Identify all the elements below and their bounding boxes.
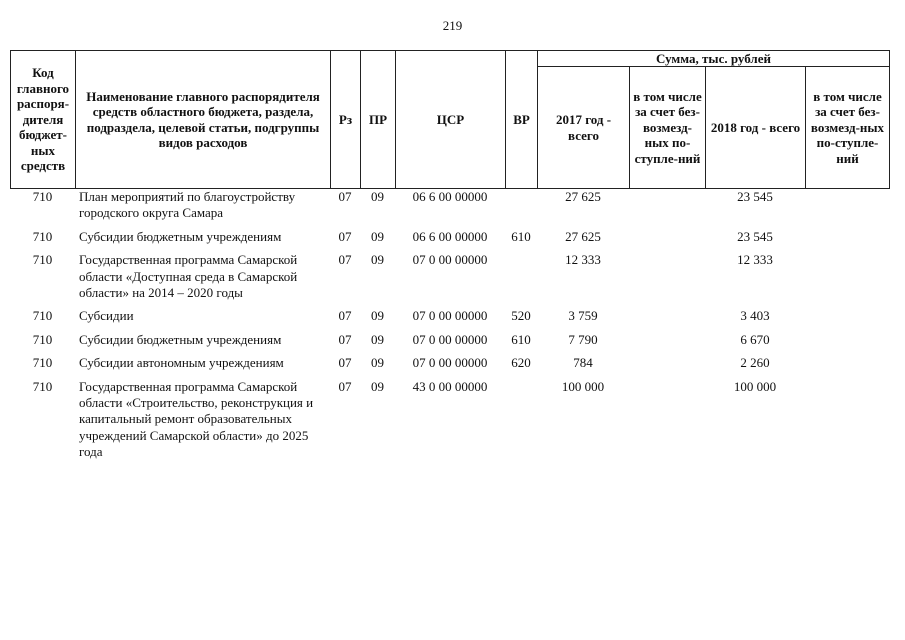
cell-2017-incl	[629, 189, 705, 222]
cell-vr	[505, 252, 537, 301]
cell-rz: 07	[338, 331, 352, 347]
cell-2017-total: 3 759	[568, 308, 598, 324]
header-csr: ЦСР	[396, 51, 506, 189]
cell-2017-incl	[629, 229, 705, 245]
cell-2018-total: 3 403	[740, 308, 770, 324]
table-header	[10, 50, 890, 189]
page-number: 219	[442, 18, 463, 33]
cell-2018-incl	[805, 252, 889, 301]
cell-2017-total: 12 333	[565, 252, 601, 268]
cell-code: 710	[32, 355, 53, 371]
header-code: Код главного распоря-дителя бюджет-ных средств	[11, 51, 76, 189]
cell-vr: 520	[511, 308, 531, 324]
cell-vr: 610	[511, 228, 531, 244]
cell-csr: 06 6 00 00000	[412, 189, 488, 204]
cell-2017-incl	[629, 379, 705, 461]
cell-pr: 09	[371, 252, 384, 268]
cell-2018-total: 23 545	[737, 189, 773, 204]
cell-2018-incl	[805, 189, 889, 222]
cell-2017-total: 27 625	[565, 228, 601, 244]
cell-2017-incl	[629, 355, 705, 371]
cell-2017-total: 100 000	[561, 378, 605, 394]
cell-2018-incl	[805, 229, 889, 245]
cell-pr: 09	[371, 228, 384, 244]
table-row	[10, 355, 889, 371]
cell-2017-total: 7 790	[568, 331, 598, 347]
cell-2018-incl	[805, 379, 889, 461]
header-name: Наименование главного распорядителя средств областного бюджета, раздела, подраздела, целевой статьи, подгруппы видов расходов	[76, 51, 331, 189]
cell-code: 710	[32, 308, 53, 324]
header-sum-group: Сумма, тыс. рублей	[538, 51, 890, 67]
cell-name: Субсидии бюджетным учреждениям	[79, 331, 282, 347]
cell-rz: 07	[338, 378, 352, 394]
cell-pr: 09	[371, 189, 384, 204]
cell-name: Государственная программа Самарской области «Строительство, реконструкция и капитальный ремонт образовательных учреждений Самарской области» до 2025 года	[79, 378, 314, 460]
cell-vr	[505, 189, 537, 222]
cell-csr: 07 0 00 00000	[412, 308, 488, 324]
cell-2018-total: 100 000	[733, 378, 777, 394]
header-2018-incl: в том числе за счет без-возмезд-ных по-ступле-ний	[806, 67, 890, 189]
table-row	[10, 189, 889, 222]
cell-2018-total: 6 670	[740, 331, 770, 347]
cell-rz: 07	[338, 355, 352, 371]
table-row	[10, 308, 889, 324]
cell-rz: 07	[338, 189, 352, 204]
cell-2018-total: 12 333	[737, 252, 773, 268]
cell-name: Субсидии автономным учреждениям	[79, 355, 284, 371]
header-pr: ПР	[361, 51, 396, 189]
table-row	[10, 252, 889, 301]
cell-rz: 07	[338, 252, 352, 268]
cell-2018-total: 23 545	[737, 228, 773, 244]
cell-2018-total: 2 260	[740, 355, 770, 371]
cell-rz: 07	[338, 228, 352, 244]
cell-csr: 06 6 00 00000	[412, 228, 488, 244]
header-2017-incl: в том числе за счет без-возмезд-ных по-ступле-ний	[630, 67, 706, 189]
cell-code: 710	[32, 378, 53, 394]
cell-name: Субсидии бюджетным учреждениям	[79, 228, 282, 244]
cell-2017-incl	[629, 332, 705, 348]
cell-name: Субсидии	[79, 308, 134, 324]
table-row	[10, 229, 889, 245]
cell-name: Государственная программа Самарской области «Доступная среда в Самарской области» на 2014 – 2020 годы	[79, 252, 298, 301]
header-rz: Рз	[331, 51, 361, 189]
table-row	[10, 332, 889, 348]
cell-csr: 43 0 00 00000	[412, 378, 488, 394]
header-2018-total: 2018 год - всего	[706, 67, 806, 189]
cell-pr: 09	[371, 355, 384, 371]
header-2017-total: 2017 год - всего	[538, 67, 630, 189]
cell-code: 710	[32, 252, 53, 268]
cell-name: План мероприятий по благоустройству городского округа Самара	[79, 189, 296, 221]
cell-csr: 07 0 00 00000	[412, 331, 488, 347]
header-vr: ВР	[506, 51, 538, 189]
cell-code: 710	[32, 228, 53, 244]
cell-2017-incl	[629, 252, 705, 301]
cell-pr: 09	[371, 378, 384, 394]
cell-vr: 620	[511, 355, 531, 371]
table-body	[10, 189, 889, 461]
cell-2018-incl	[805, 332, 889, 348]
cell-vr: 610	[511, 331, 531, 347]
cell-pr: 09	[371, 308, 384, 324]
cell-2017-total: 27 625	[565, 189, 601, 204]
table-row	[10, 379, 889, 461]
cell-pr: 09	[371, 331, 384, 347]
cell-2018-incl	[805, 355, 889, 371]
cell-csr: 07 0 00 00000	[412, 355, 488, 371]
cell-2018-incl	[805, 308, 889, 324]
cell-csr: 07 0 00 00000	[412, 252, 488, 268]
cell-code: 710	[32, 331, 53, 347]
cell-2017-total: 784	[573, 355, 593, 371]
cell-rz: 07	[338, 308, 352, 324]
cell-vr	[505, 379, 537, 461]
cell-code: 710	[32, 189, 53, 204]
cell-2017-incl	[629, 308, 705, 324]
